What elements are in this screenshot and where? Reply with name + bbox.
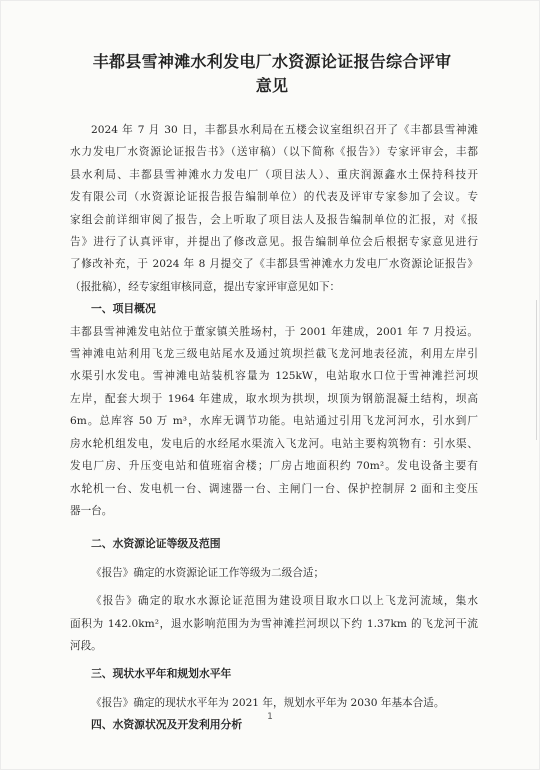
section-paragraph [70, 692, 478, 714]
text-line: 县水利局、丰都县雪神滩水力发电厂（项目法人）、重庆润源鑫水土保持科技开 [70, 168, 478, 181]
text-line: 面积为 142.0km²，退水影响范围为为雪神滩拦河坝以下约 1.37km 的飞龙河干流 [70, 617, 478, 630]
text-line: 6m。总库容 50 万 m³，水库无调节功能。电站通过引用飞龙河河水，引水到厂 [70, 415, 478, 428]
section-paragraph [70, 562, 478, 584]
scan-edge-mark [536, 300, 537, 440]
text-line: 告》进行了认真评审，并提出了修改意见。报告编制单位会后根据专家意见进行 [70, 236, 478, 249]
section-paragraph [70, 590, 478, 657]
title-line: 意见 [255, 76, 289, 95]
section-heading: 一、项目概况 [91, 302, 156, 316]
text-line: 《报告》确定的水资源论证工作等级为二级合适； [91, 566, 325, 579]
text-line: 器一台。 [70, 504, 113, 517]
text-line: 雪神滩电站利用飞龙三级电站尾水及通过筑坝拦截飞龙河地表径流，利用左岸引 [70, 348, 478, 361]
page-number: 1 [267, 712, 273, 722]
text-line: 发有限公司（水资源论证报告报告编制单位）的代表及评审专家参加了会议。专 [70, 191, 478, 204]
text-line: 家组会前详细审阅了报告，会上听取了项目法人及报告编制单位的汇报，对《报 [70, 213, 478, 226]
text-line: （报批稿），经专家组审核同意，提出专家评审意见如下： [70, 280, 341, 293]
text-line: 河段。 [70, 639, 102, 652]
text-line: 左岸，配套大坝于 1964 年建成，取水坝为拱坝，坝顶为钢筋混凝土结构，坝高 [70, 392, 478, 405]
section-paragraph [70, 321, 478, 523]
document-title [72, 50, 472, 98]
document-body [70, 119, 478, 737]
section-heading: 四、水资源状况及开发利用分析 [91, 718, 243, 732]
text-line: 了修改补充，于 2024 年 8 月提交了《丰都县雪神滩水力发电厂水资源论证报告》 [70, 258, 478, 271]
text-line: 水轮机一台、发电机一台、调速器一台、主闸门一台、保护控制屏 2 面和主变压 [70, 482, 478, 495]
text-line: 发电厂房、升压变电站和值班宿舍楼；厂房占地面积约 70m²。发电设备主要有 [70, 460, 478, 473]
text-line: 水力发电厂水资源论证报告书》（送审稿）（以下简称《报告》）专家评审会，丰都 [70, 146, 478, 159]
text-line: 水渠引水发电。雪神滩电站装机容量为 125kW，电站取水口位于雪神滩拦河坝 [70, 370, 478, 383]
title-line: 丰都县雪神滩水利发电厂水资源论证报告综合评审 [92, 52, 452, 71]
text-line: 《报告》确定的取水水源论证范围为建设项目取水口以上飞龙河流域，集水 [91, 595, 478, 608]
text-line: 丰都县雪神滩发电站位于董家镇关胜场村，于 2001 年建成，2001 年 7 月投运。 [70, 325, 478, 338]
section-heading: 三、现状水平年和规划水平年 [91, 667, 232, 681]
text-line: 2024 年 7 月 30 日，丰都县水利局在五楼会议室组织召开了《丰都县雪神滩 [91, 124, 478, 136]
intro-paragraph [70, 119, 478, 298]
section-heading: 二、水资源论证等级及范围 [91, 537, 221, 551]
text-line: 《报告》确定的现状水平年为 2021 年，规划水平年为 2030 年基本合适。 [91, 696, 445, 709]
text-line: 房水轮机组发电，发电后的水经尾水渠流入飞龙河。电站主要构筑物有：引水渠、 [70, 437, 478, 450]
spacer [70, 522, 478, 533]
